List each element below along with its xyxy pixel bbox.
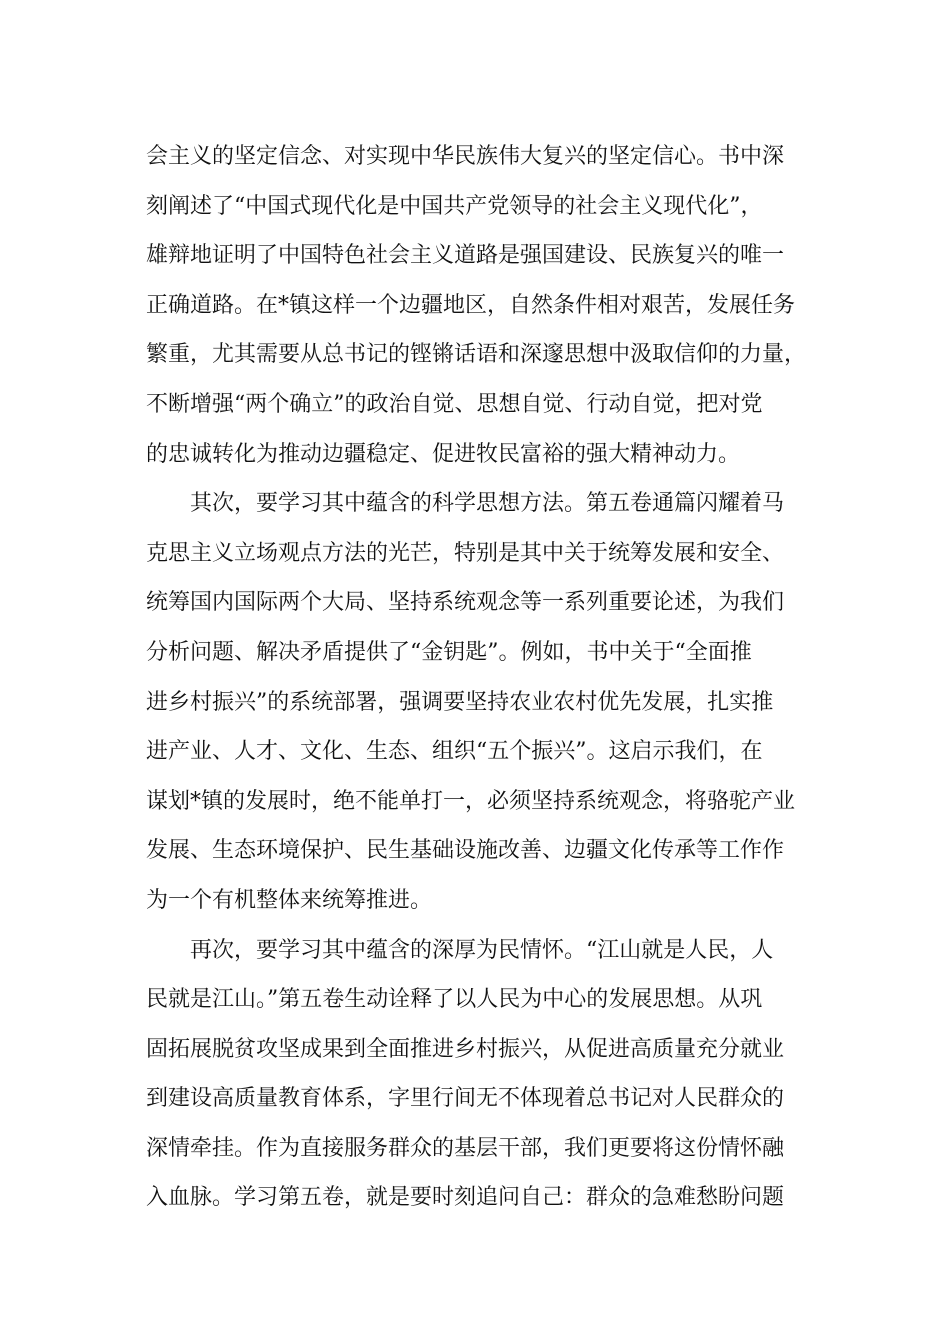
text-line: 会主义的坚定信念、对实现中华民族伟大复兴的坚定信心。书中深	[146, 144, 785, 169]
text-line: 民就是江山。”第五卷生动诠释了以人民为中心的发展思想。从巩	[146, 987, 763, 1013]
text-line: 为一个有机整体来统筹推进。	[146, 887, 433, 913]
text-line: 克思主义立场观点方法的光芒，特别是其中关于统筹发展和安全、	[146, 540, 785, 566]
text-line: 进产业、人才、文化、生态、组织“五个振兴”。这启示我们，在	[146, 739, 763, 765]
text-line: 正确道路。在*镇这样一个边疆地区，自然条件相对艰苦，发展任务	[146, 292, 796, 318]
text-line: 繁重，尤其需要从总书记的铿锵话语和深邃思想中汲取信仰的力量，	[146, 342, 807, 368]
text-line: 入血脉。学习第五卷，就是要时刻追问自己：群众的急难愁盼问题	[146, 1185, 785, 1211]
text-line: 固拓展脱贫攻坚成果到全面推进乡村振兴，从促进高质量充分就业	[146, 1036, 785, 1062]
text-line: 深情牵挂。作为直接服务群众的基层干部，我们更要将这份情怀融	[146, 1135, 785, 1161]
document-body	[146, 132, 806, 1223]
text-line: 发展、生态环境保护、民生基础设施改善、边疆文化传承等工作作	[146, 838, 785, 864]
text-line: 雄辩地证明了中国特色社会主义道路是强国建设、民族复兴的唯一	[146, 243, 785, 269]
text-line: 谋划*镇的发展时，绝不能单打一，必须坚持系统观念，将骆驼产业	[146, 788, 796, 814]
text-line: 统筹国内国际两个大局、坚持系统观念等一系列重要论述，为我们	[146, 590, 785, 616]
text-line: 到建设高质量教育体系，字里行间无不体现着总书记对人民群众的	[146, 1086, 785, 1112]
text-line: 不断增强“两个确立”的政治自觉、思想自觉、行动自觉，把对党	[146, 391, 763, 417]
text-line-first: 其次，要学习其中蕴含的科学思想方法。第五卷通篇闪耀着马	[190, 491, 785, 517]
text-line: 的忠诚转化为推动边疆稳定、促进牧民富裕的强大精神动力。	[146, 441, 741, 467]
text-line: 分析问题、解决矛盾提供了“金钥匙”。例如，书中关于“全面推	[146, 639, 752, 665]
text-line-first: 再次，要学习其中蕴含的深厚为民情怀。“江山就是人民，人	[190, 937, 774, 963]
text-line: 刻阐述了“中国式现代化是中国共产党领导的社会主义现代化”，	[146, 193, 763, 219]
text-line: 进乡村振兴”的系统部署，强调要坚持农业农村优先发展，扎实推	[146, 689, 774, 715]
